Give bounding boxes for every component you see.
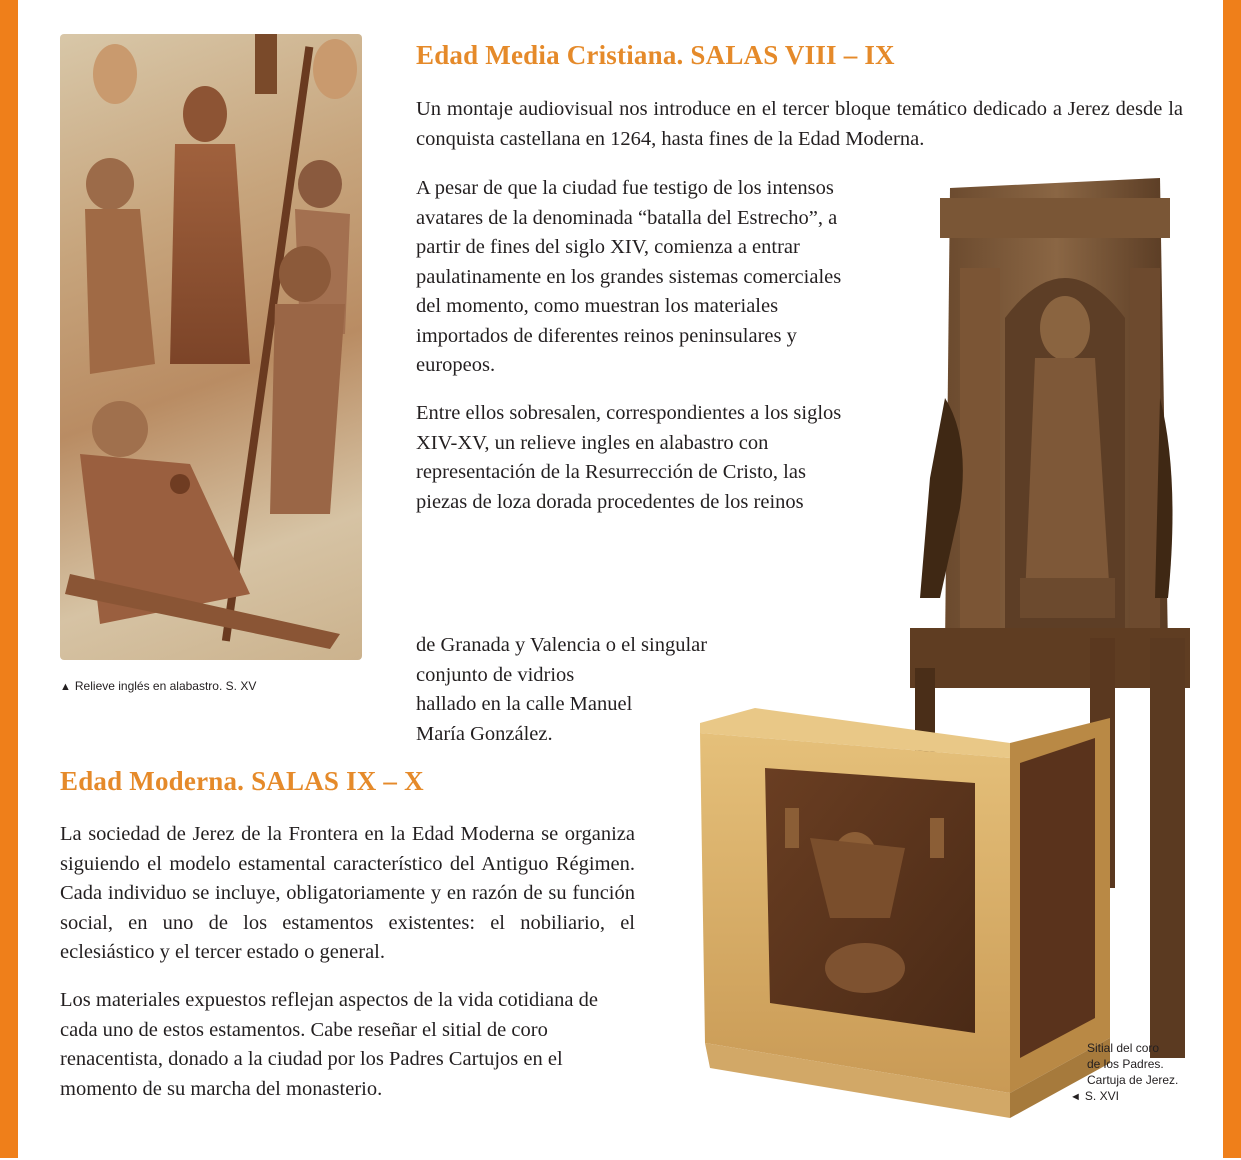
choir-stall-image: [690, 178, 1195, 1160]
section1-paragraph3: Entre ellos sobresalen, correspondientes a los siglos XIV-XV, un relieve ingles en alabastro con representación de la Resurrección de Cristo, las piezas de loza dorada procedentes de los reinos: [416, 402, 842, 513]
section2-paragraph1: La sociedad de Jerez de la Frontera en la Edad Moderna se organiza siguiendo el modelo estamental característico del Antiguo Régimen. Cada individuo se incluye, obligatoriamente y en razón de su función social, en uno de los estamentos existentes: el nobiliario, el eclesiástico y el tercer estado o general.: [60, 823, 635, 963]
section2-heading: Edad Moderna. SALAS IX – X: [60, 766, 424, 796]
relief-caption: ▲ Relieve inglés en alabastro. S. XV: [60, 679, 257, 693]
alabaster-relief-image: [60, 34, 362, 660]
section1-heading: Edad Media Cristiana. SALAS VIII – IX: [416, 40, 895, 70]
section1-paragraph4: de Granada y Valencia o el singular conjunto de vidrios hallado en la calle Manuel María González.: [416, 634, 708, 745]
section1-paragraph1: Un montaje audiovisual nos introduce en el tercer bloque temático dedicado a Jerez desde la conquista castellana en 1264, hasta fines de la Edad Moderna.: [416, 98, 1183, 150]
triangle-up-icon: ▲: [60, 681, 71, 693]
left-orange-border: [0, 0, 18, 1158]
section1-paragraph2: A pesar de que la ciudad fue testigo de los intensos avatares de la denominada “batalla del Estrecho”, a partir de fines del siglo XIV, comienza a entrar paulatinamente en los grandes sistemas comerciales del momento, como muestran los materiales importados de diferentes reinos peninsulares y europeos.: [416, 177, 842, 376]
right-orange-border: [1223, 0, 1241, 1158]
section2-paragraph2: Los materiales expuestos reflejan aspectos de la vida cotidiana de cada uno de estos estamentos. Cabe reseñar el sitial de coro renacentista, donado a la ciudad por los Padres Cartujos en el momento de su marcha del monasterio.: [60, 989, 598, 1100]
triangle-left-icon: ◄: [1070, 1091, 1081, 1103]
choir-stall-caption: Sitial del coro de los Padres. Cartuja de Jerez. ◄ S. XVI: [1070, 1041, 1179, 1103]
